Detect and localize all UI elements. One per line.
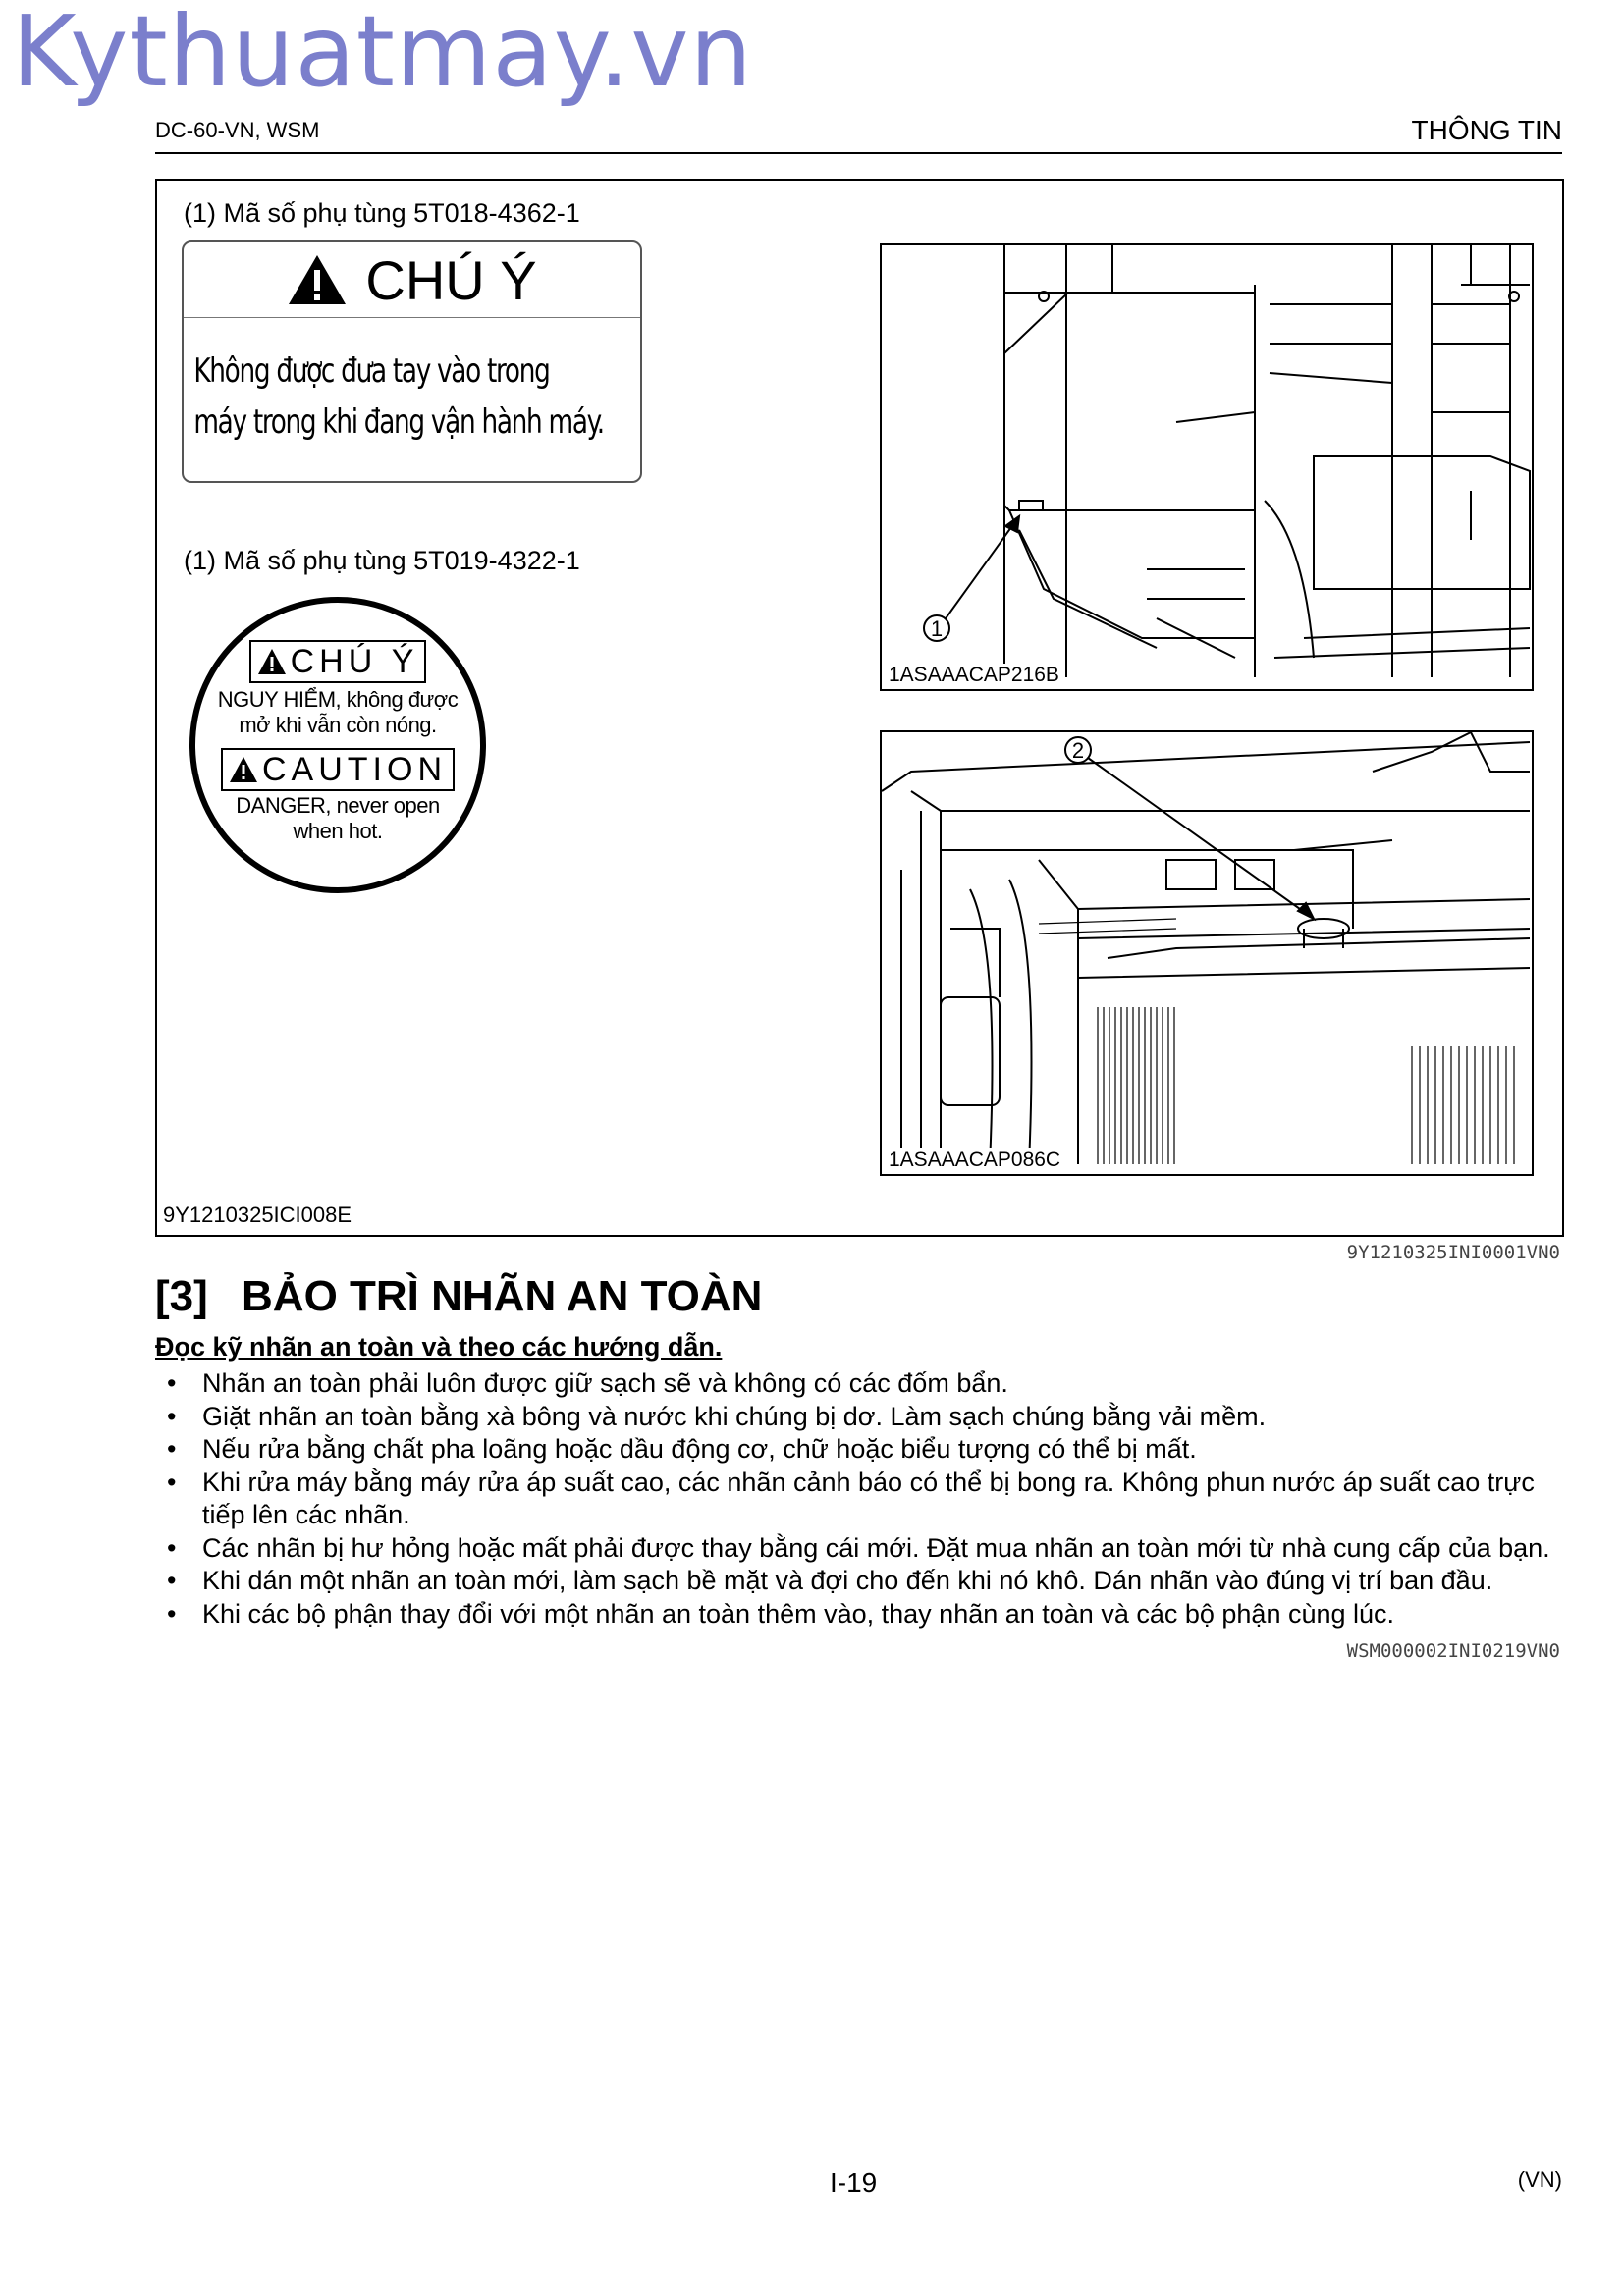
- label2-vn-line2: mở khi vẫn còn nóng.: [239, 713, 437, 737]
- list-item: • Giặt nhãn an toàn bằng xà bông và nước khi chúng bị dơ. Làm sạch chúng bằng vải mềm.: [155, 1401, 1564, 1434]
- callout-2-label: 2: [1071, 738, 1085, 763]
- label2-title-en: CAUTION: [262, 751, 447, 788]
- warning-triangle-icon: [229, 756, 258, 783]
- label1-line1: Không được đưa tay vào trong: [193, 351, 550, 391]
- section-title: BẢO TRÌ NHÃN AN TOÀN: [242, 1272, 763, 1320]
- page-number: I-19: [830, 2167, 878, 2198]
- part-number-2: (1) Mã số phụ tùng 5T019-4322-1: [184, 546, 580, 575]
- warning-triangle-icon: [257, 648, 287, 675]
- figure-ref-code: 9Y1210325INI0001VN0: [1346, 1242, 1560, 1263]
- caution-label-1: [182, 240, 642, 483]
- watermark: Kythuatmay.vn: [12, 0, 753, 109]
- label2-title-vn: CHÚ Ý: [290, 643, 419, 680]
- language-tag: (VN): [1517, 2167, 1562, 2192]
- label2-en-line2: when hot.: [293, 819, 383, 843]
- label1-title: CHÚ Ý: [365, 248, 537, 311]
- section-header: THÔNG TIN: [1411, 115, 1562, 145]
- machine-illustration-1: [882, 245, 1532, 689]
- list-item: • Khi dán một nhãn an toàn mới, làm sạch bề mặt và đợi cho đến khi nó khô. Dán nhãn vào đúng vị trí ban đầu.: [155, 1565, 1564, 1598]
- section-ref-code: WSM000002INI0219VN0: [1346, 1640, 1560, 1662]
- photo-1-caption: 1ASAAACAP216B: [886, 664, 1062, 687]
- list-item: • Các nhãn bị hư hỏng hoặc mất phải được thay bằng cái mới. Đặt mua nhãn an toàn mới từ nhà cung cấp của bạn.: [155, 1532, 1564, 1566]
- list-item: • Nhãn an toàn phải luôn được giữ sạch sẽ và không có các đốm bẩn.: [155, 1367, 1564, 1401]
- part-number-1: (1) Mã số phụ tùng 5T018-4362-1: [184, 198, 580, 228]
- list-item: • Khi các bộ phận thay đổi với một nhãn an toàn thêm vào, thay nhãn an toàn và các bộ phận cùng lúc.: [155, 1598, 1564, 1631]
- list-item: • Nếu rửa bằng chất pha loãng hoặc dầu động cơ, chữ hoặc biểu tượng có thể bị mất.: [155, 1433, 1564, 1467]
- machine-illustration-2: [882, 732, 1532, 1174]
- label1-line2: máy trong khi đang vận hành máy.: [193, 402, 604, 442]
- caution-label-2: [189, 597, 486, 893]
- photo-1: [880, 243, 1534, 691]
- callout-1-label: 1: [930, 616, 944, 641]
- figure-id: 9Y1210325ICI008E: [163, 1202, 352, 1227]
- label2-vn-line1: NGUY HIỂM, không được: [217, 687, 459, 712]
- photo-2-caption: 1ASAAACAP086C: [886, 1148, 1063, 1172]
- doc-code: DC-60-VN, WSM: [155, 118, 320, 142]
- section-number: [3]: [155, 1272, 208, 1320]
- header-rule: [155, 152, 1562, 154]
- list-item: • Khi rửa máy bằng máy rửa áp suất cao, các nhãn cảnh báo có thể bị bong ra. Không phun nước áp suất cao trực tiếp lên các nhãn.: [155, 1467, 1564, 1532]
- label2-en-header: [221, 748, 455, 791]
- section-heading: [155, 1272, 762, 1321]
- label2-en-line1: DANGER, never open: [236, 793, 440, 818]
- warning-triangle-icon: [287, 253, 348, 306]
- bullet-list: [155, 1367, 1564, 1630]
- photo-2: [880, 730, 1534, 1176]
- section-subtitle: Đọc kỹ nhãn an toàn và theo các hướng dẫn.: [155, 1332, 723, 1362]
- label2-vn-header: [249, 640, 427, 683]
